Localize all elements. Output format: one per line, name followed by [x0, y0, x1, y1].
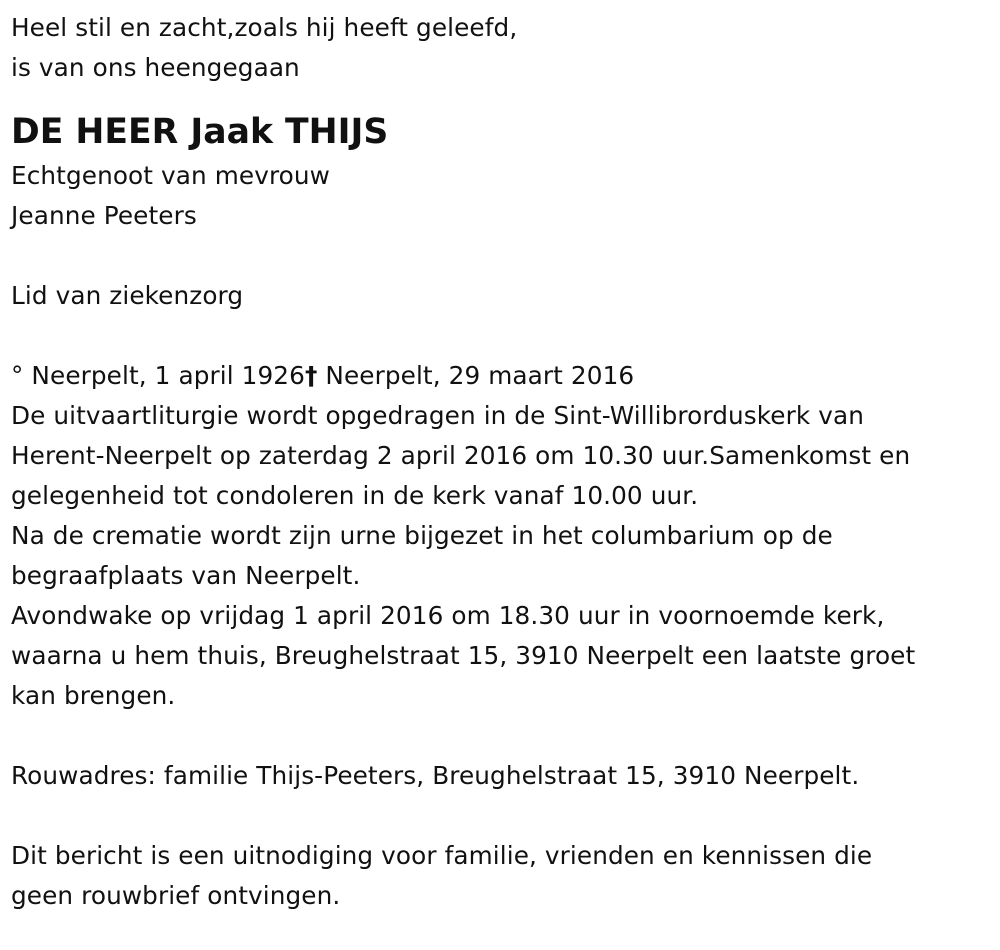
spouse-line-1: Echtgenoot van mevrouw — [11, 161, 330, 190]
ceremony-line: Na de crematie wordt zijn urne bijgezet in het columbarium op de — [11, 521, 833, 550]
spacer — [11, 716, 1000, 756]
ceremony-line: De uitvaartliturgie wordt opgedragen in de Sint-Willibrorduskerk van — [11, 401, 864, 430]
ceremony-line: waarna u hem thuis, Breughelstraat 15, 3910 Neerpelt een laatste groet — [11, 641, 916, 670]
spacer — [11, 236, 1000, 276]
dates-line — [11, 356, 1000, 396]
birth-date: ° Neerpelt, 1 april 1926 — [11, 361, 305, 390]
deceased-name: DE HEER Jaak THIJS — [11, 112, 389, 152]
mourning-address: Rouwadres: familie Thijs-Peeters, Breughelstraat 15, 3910 Neerpelt. — [11, 761, 860, 790]
cross-icon: † — [304, 361, 318, 390]
ceremony-line: gelegenheid tot condoleren in de kerk vanaf 10.00 uur. — [11, 481, 699, 510]
spouse-line-2: Jeanne Peeters — [11, 201, 197, 230]
closing-line-1: Dit bericht is een uitnodiging voor familie, vrienden en kennissen die — [11, 841, 873, 870]
death-date: Neerpelt, 29 maart 2016 — [317, 361, 635, 390]
ceremony-line: Herent-Neerpelt op zaterdag 2 april 2016 om 10.30 uur.Samenkomst en — [11, 441, 911, 470]
closing-line-2: geen rouwbrief ontvingen. — [11, 881, 341, 910]
opening-line-2: is van ons heengegaan — [11, 53, 300, 82]
spacer — [11, 316, 1000, 356]
spacer — [11, 88, 1000, 110]
membership-line: Lid van ziekenzorg — [11, 281, 244, 310]
spacer — [11, 796, 1000, 836]
ceremony-line: begraafplaats van Neerpelt. — [11, 561, 361, 590]
ceremony-line: Avondwake op vrijdag 1 april 2016 om 18.30 uur in voornoemde kerk, — [11, 601, 885, 630]
ceremony-line: kan brengen. — [11, 681, 176, 710]
opening-line-1: Heel stil en zacht,zoals hij heeft geleefd, — [11, 13, 518, 42]
